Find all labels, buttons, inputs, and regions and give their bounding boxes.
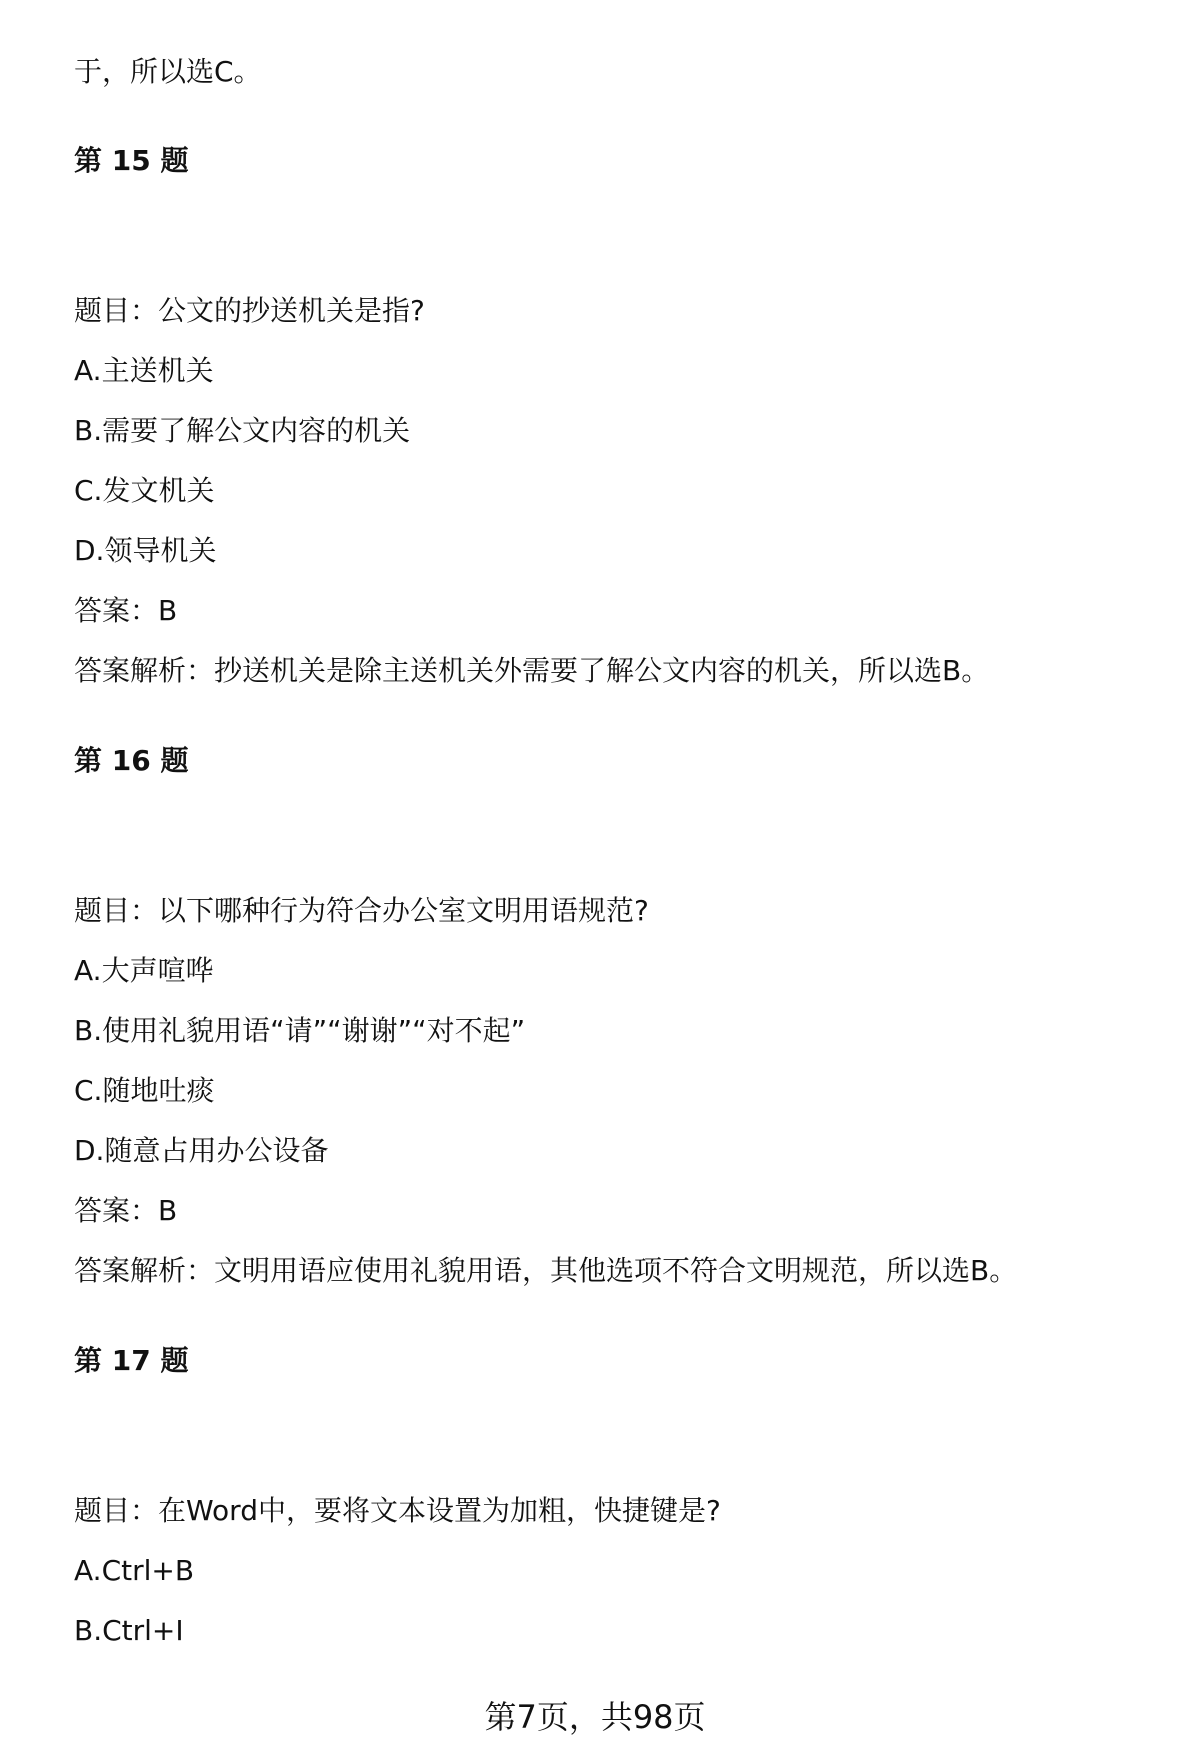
option-a: A.Ctrl+B: [74, 1554, 195, 1587]
page-number-footer: 第7页，共98页: [484, 1698, 706, 1736]
answer-explanation: 答案解析：文明用语应使用礼貌用语，其他选项不符合文明规范，所以选B。: [74, 1254, 1018, 1287]
answer: 答案：B: [74, 594, 178, 627]
answer-explanation: 答案解析：抄送机关是除主送机关外需要了解公文内容的机关，所以选B。: [74, 654, 990, 687]
option-c: C.随地吐痰: [74, 1074, 215, 1107]
option-a: A.主送机关: [74, 354, 214, 387]
continued-explanation: 于，所以选C。: [74, 55, 262, 88]
option-d: D.领导机关: [74, 534, 217, 567]
question-heading: 第 15 题: [74, 144, 189, 177]
option-b: B.Ctrl+I: [74, 1614, 184, 1647]
question-heading: 第 16 题: [74, 744, 189, 777]
question-text: 题目：以下哪种行为符合办公室文明用语规范?: [74, 894, 649, 927]
option-d: D.随意占用办公设备: [74, 1134, 329, 1167]
answer: 答案：B: [74, 1194, 178, 1227]
option-b: B.需要了解公文内容的机关: [74, 414, 411, 447]
option-a: A.大声喧哗: [74, 954, 214, 987]
option-c: C.发文机关: [74, 474, 215, 507]
option-b: B.使用礼貌用语“请”“谢谢”“对不起”: [74, 1014, 526, 1047]
question-text: 题目：在Word中，要将文本设置为加粗，快捷键是?: [74, 1494, 721, 1527]
question-heading: 第 17 题: [74, 1344, 189, 1377]
question-text: 题目：公文的抄送机关是指?: [74, 294, 425, 327]
